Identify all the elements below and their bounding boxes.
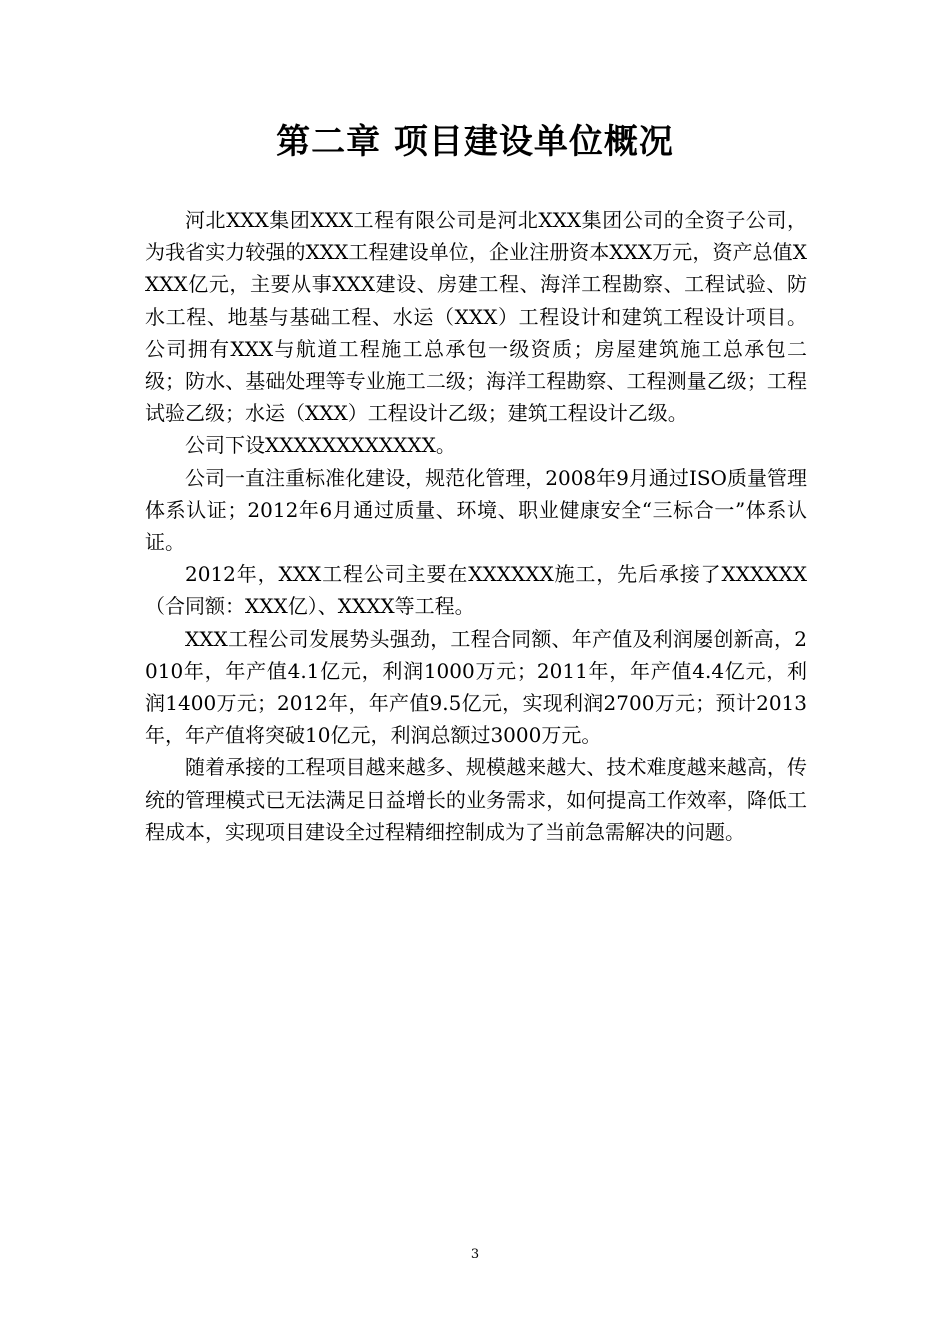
page-number: 3 xyxy=(470,1247,480,1262)
paragraph-company-overview: 河北XXX集团XXX工程有限公司是河北XXX集团公司的全资子公司，为我省实力较强的XXX工程建设单位，企业注册资本XXX万元，资产总值XXXX亿元，主要从事XXX建设、房建工程、海洋工程勘察、工程试验、防水工程、地基与基础工程、水运（XXX）工程设计和建筑工程设计项目。公司拥有XXX与航道工程施工总承包一级资质；房屋建筑施工总承包二级；防水、基础处理等专业施工二级；海洋工程勘察、工程测量乙级；工程试验乙级；水运（XXX）工程设计乙级；建筑工程设计乙级。 xyxy=(145,208,807,426)
paragraph-2012-projects: 2012年，XXX工程公司主要在XXXXXX施工，先后承接了XXXXXX（合同额：XXX亿）、XXXX等工程。 xyxy=(145,562,807,619)
paragraph-growth: XXX工程公司发展势头强劲，工程合同额、年产值及利润屡创新高，2010年，年产值4.1亿元，利润1000万元；2011年，年产值4.4亿元，利润1400万元；2012年，年产值9.5亿元，实现利润2700万元；预计2013年，年产值将突破10亿元，利润总额过3000万元。 xyxy=(145,626,807,748)
body-text xyxy=(145,204,807,848)
chapter-title: 第二章 项目建设单位概况 xyxy=(276,122,674,162)
paragraph-challenges: 随着承接的工程项目越来越多、规模越来越大、技术难度越来越高，传统的管理模式已无法满足日益增长的业务需求，如何提高工作效率，降低工程成本，实现项目建设全过程精细控制成为了当前急需解决的问题。 xyxy=(145,755,807,844)
paragraph-subsidiaries: 公司下设XXXXXXXXXXXX。 xyxy=(185,433,456,458)
paragraph-certification: 公司一直注重标准化建设，规范化管理，2008年9月通过ISO质量管理体系认证；2012年6月通过质量、环境、职业健康安全“三标合一”体系认证。 xyxy=(145,465,807,555)
